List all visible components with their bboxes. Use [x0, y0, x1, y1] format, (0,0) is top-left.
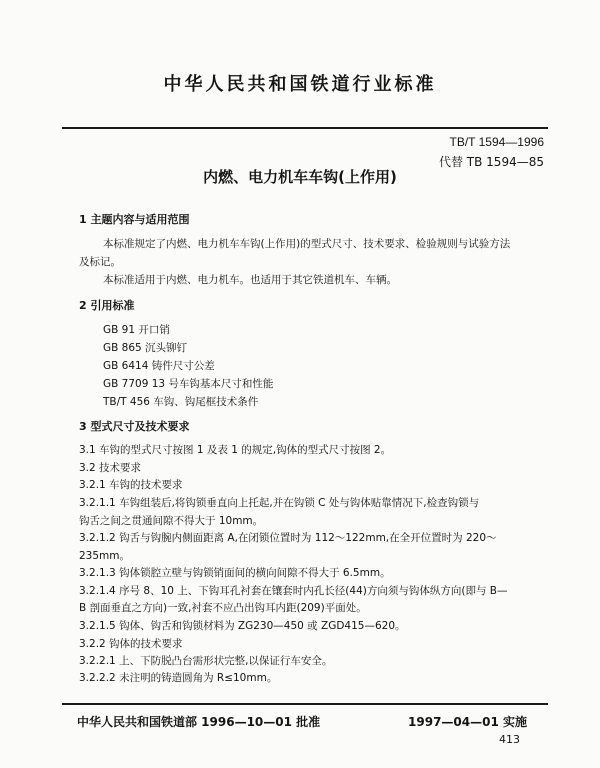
- reference-item: GB 7709 13 号车钩基本尺寸和性能: [103, 378, 274, 390]
- publisher-header: 中华人民共和国铁道行业标准: [163, 74, 437, 95]
- clause-3-2-1-2a: 3.2.1.2 钩舌与钩腕内侧面距离 A,在闭锁位置时为 112～122mm,在全开位置时为 220～: [79, 532, 497, 544]
- clause-3-2-1-5: 3.2.1.5 钩体、钩舌和钩锁材料为 ZG230—450 或 ZGD415—620。: [79, 620, 406, 632]
- paragraph-scope-1a: 本标准规定了内燃、电力机车车钩(上作用)的型式尺寸、技术要求、检验规则与试验方法: [103, 238, 511, 250]
- section-1-heading: 1 主题内容与适用范围: [79, 213, 190, 226]
- implementation-date: 1997—04—01 实施: [408, 715, 527, 729]
- standard-number: TB/T 1594—1996: [449, 135, 544, 149]
- clause-3-2-1-2b: 235mm。: [79, 550, 130, 562]
- doc-title: 内燃、电力机车车钩(上作用): [203, 168, 397, 186]
- clause-3-2-1-1b: 钩舌之间之贯通间隙不得大于 10mm。: [79, 515, 264, 527]
- replaces-standard: 代替 TB 1594—85: [438, 155, 544, 169]
- header-rule: [62, 127, 548, 129]
- section-3-heading: 3 型式尺寸及技术要求: [79, 420, 190, 433]
- paragraph-scope-1b: 及标记。: [79, 256, 121, 268]
- clause-3-2: 3.2 技术要求: [79, 462, 142, 474]
- clause-3-2-1-4b: B 剖面垂直之方向)一致,衬套不应凸出钩耳内距(209)平面处。: [79, 602, 367, 614]
- clause-3-2-1-1a: 3.2.1.1 车钩组装后,将钩锁垂直向上托起,并在钩锁 C 处与钩体贴靠情况下,检查钩锁与: [79, 497, 480, 509]
- clause-3-1: 3.1 车钩的型式尺寸按图 1 及表 1 的规定,钩体的型式尺寸按图 2。: [79, 444, 392, 456]
- reference-item: GB 91 开口销: [103, 324, 170, 336]
- approval-line: 中华人民共和国铁道部 1996—10—01 批准: [77, 715, 321, 729]
- reference-item: GB 6414 铸件尺寸公差: [103, 360, 215, 372]
- clause-3-2-2-1: 3.2.2.1 上、下防脱凸台需形状完整,以保证行车安全。: [79, 655, 333, 667]
- reference-item: GB 865 沉头铆钉: [103, 342, 188, 354]
- section-2-heading: 2 引用标准: [79, 299, 135, 312]
- clause-3-2-1: 3.2.1 车钩的技术要求: [79, 479, 183, 491]
- reference-item: TB/T 456 车钩、钩尾框技术条件: [103, 396, 259, 408]
- clause-3-2-2-2: 3.2.2.2 未注明的铸造圆角为 R≤10mm。: [79, 672, 278, 684]
- clause-3-2-1-4a: 3.2.1.4 序号 8、10 上、下钩耳孔衬套在镶套时内孔长径(44)方向须与钩体纵方向(即与 B—: [79, 585, 508, 597]
- footer-rule: [62, 703, 548, 705]
- page-number: 413: [499, 733, 520, 746]
- clause-3-2-2: 3.2.2 钩体的技术要求: [79, 638, 183, 650]
- clause-3-2-1-3: 3.2.1.3 钩体锁腔立壁与钩锁销面间的横向间隙不得大于 6.5mm。: [79, 567, 391, 579]
- paragraph-scope-2: 本标准适用于内燃、电力机车。也适用于其它铁道机车、车辆。: [103, 274, 397, 286]
